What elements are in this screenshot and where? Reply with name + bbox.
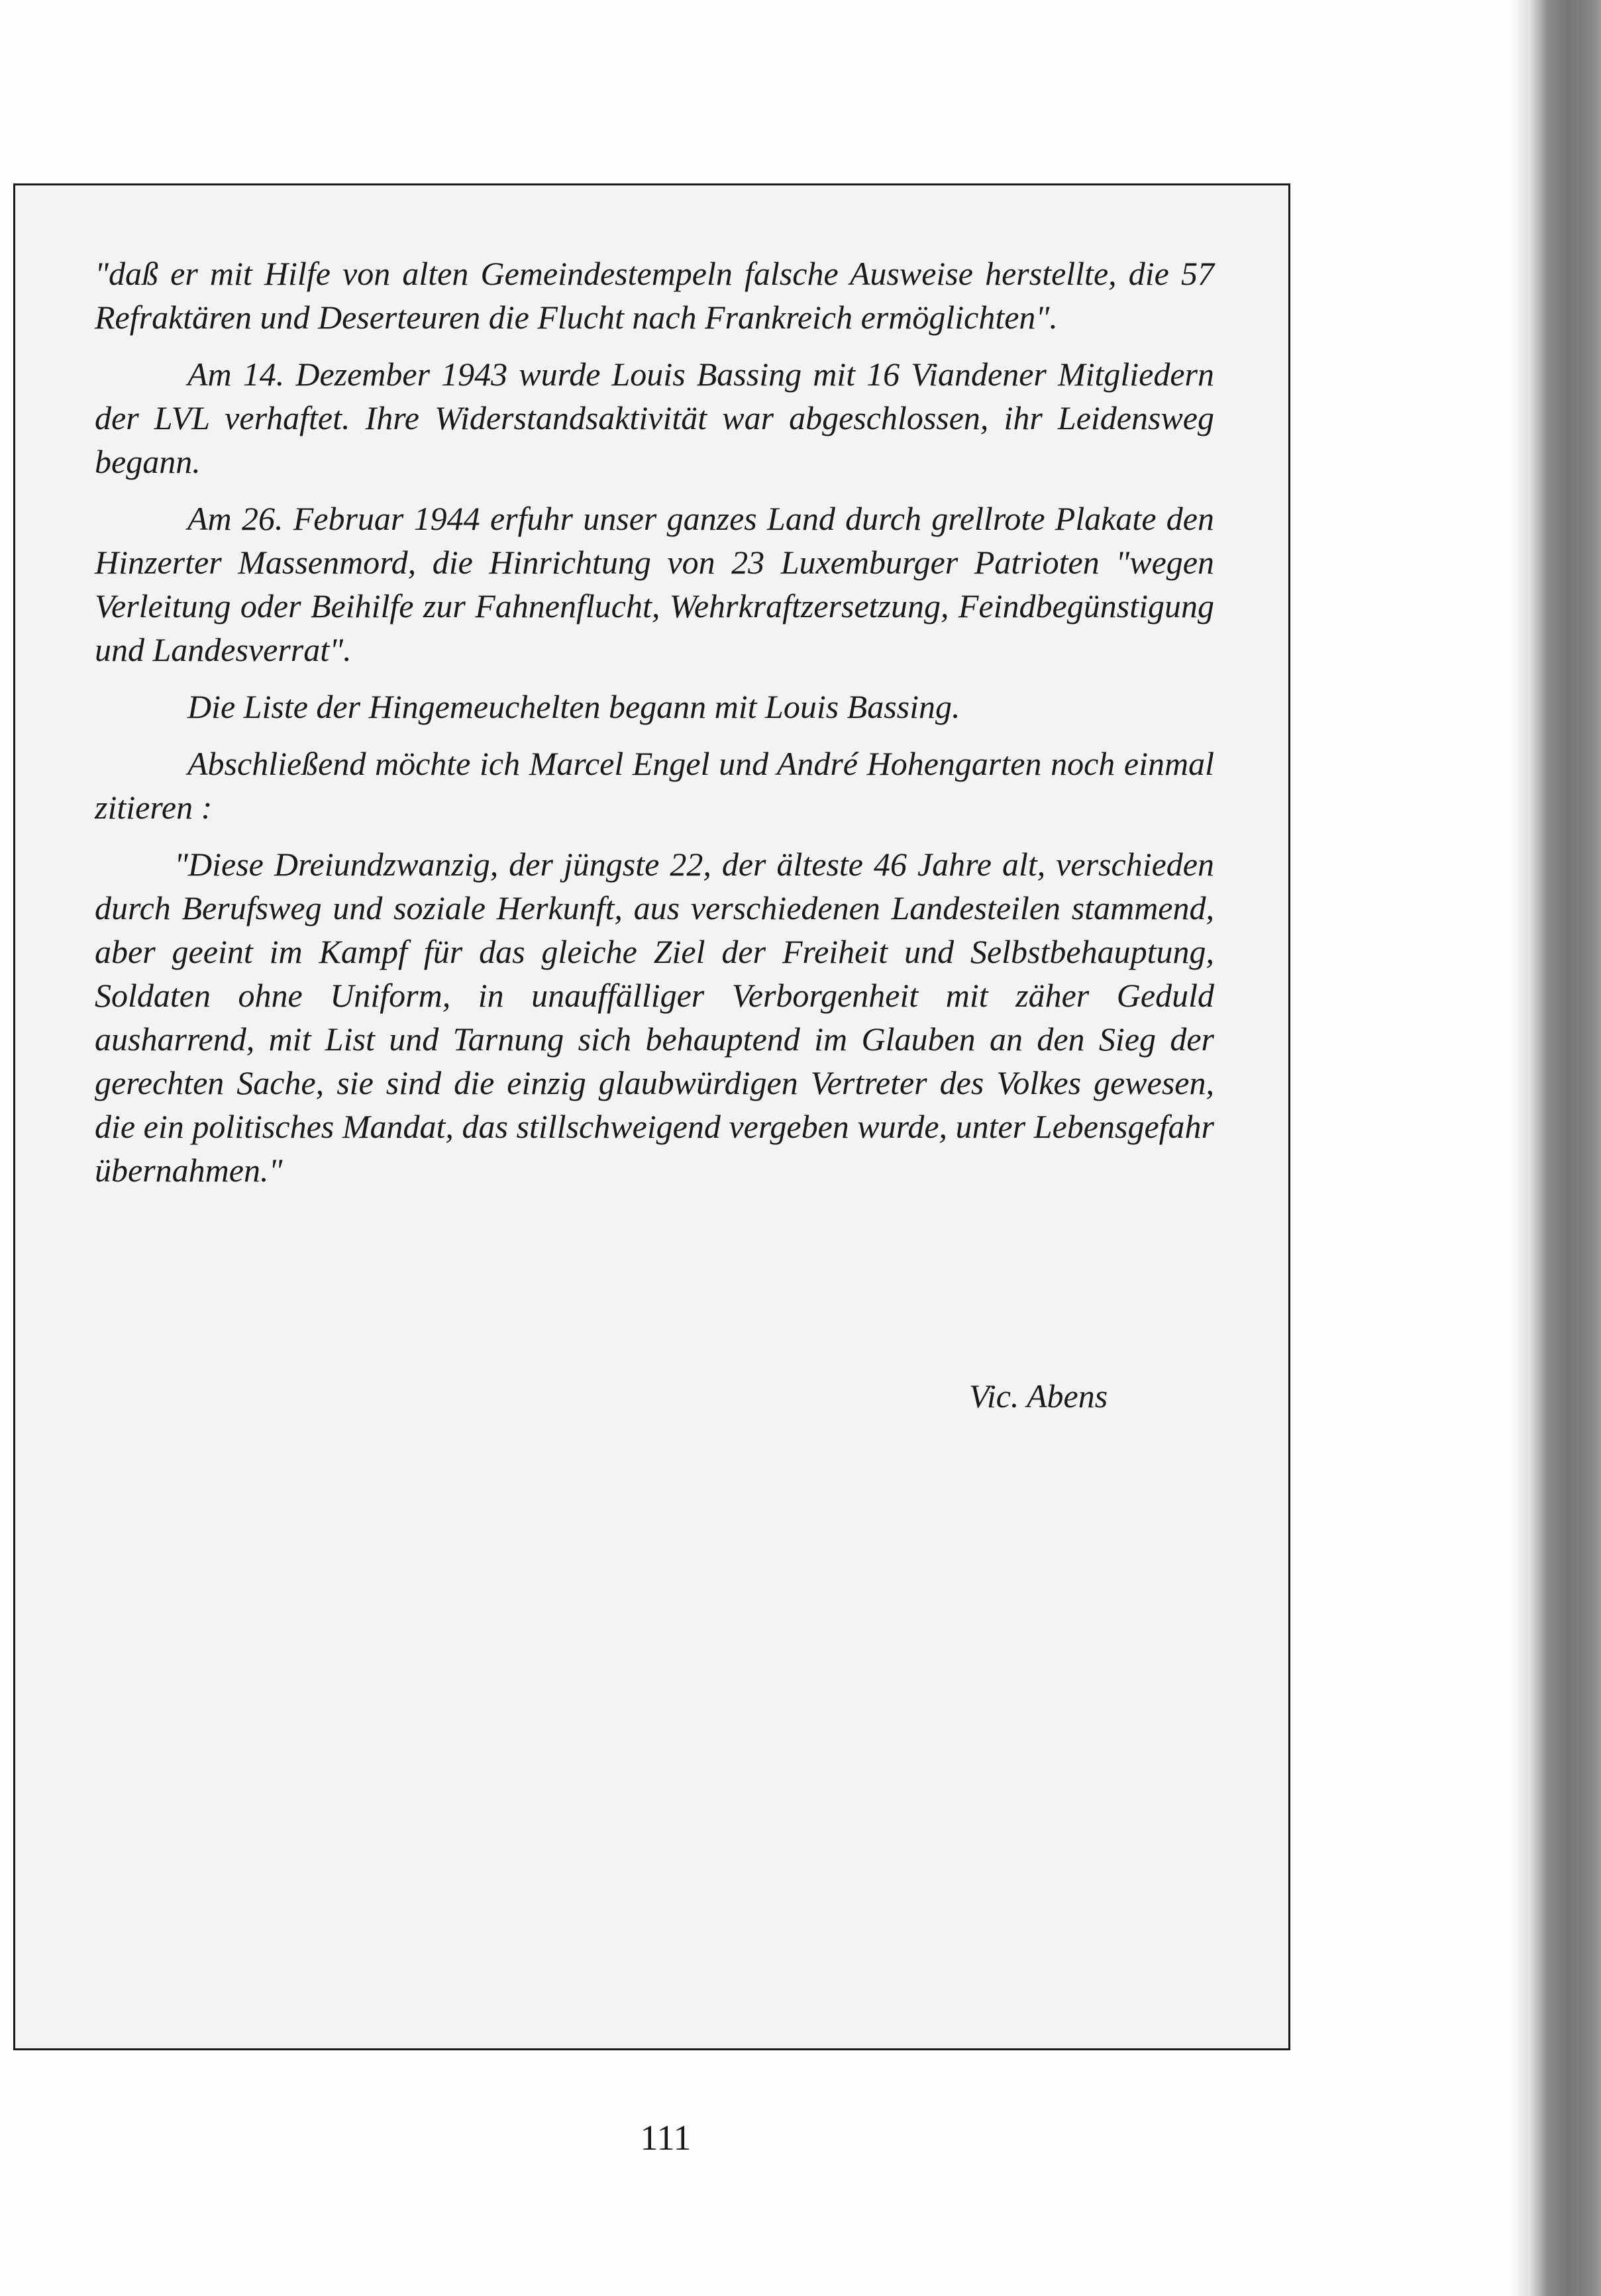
paragraph-1: "daß er mit Hilfe von alten Gemeindestempeln falsche Ausweise herstellte, die 57 Refraktären und Deserteuren die Flucht nach Frankreich ermöglichten". (95, 255, 1214, 336)
page-edge-shadow (1510, 0, 1528, 2296)
page-number: 111 (640, 2118, 692, 2158)
text-frame (13, 183, 1290, 2050)
paragraph-4: Die Liste der Hingemeuchelten begann mit Louis Bassing. (187, 688, 960, 725)
paragraph-2: Am 14. Dezember 1943 wurde Louis Bassing mit 16 Viandener Mitgliedern der LVL verhaftet. Ihre Widerstandsaktivität war abgeschlossen, ihr Leidensweg begann. (95, 356, 1214, 480)
author-signature: Vic. Abens (969, 1377, 1108, 1415)
book-gutter (1528, 0, 1601, 2296)
body-text (95, 252, 1214, 1205)
paragraph-3: Am 26. Februar 1944 erfuhr unser ganzes Land durch grellrote Plakate den Hinzerter Massenmord, die Hinrichtung von 23 Luxemburger Patrioten "wegen Verleitung oder Beihilfe zur Fahnenflucht, Wehrkraftzersetzung, Feindbegünstigung und Landesverrat". (95, 500, 1214, 668)
quotation-paragraph: "Diese Dreiundzwanzig, der jüngste 22, der älteste 46 Jahre alt, verschieden durch Berufsweg und soziale Herkunft, aus verschiedenen Landesteilen stammend, aber geeint im Kampf für das gleiche Ziel der Freiheit und Selbstbehauptung, Soldaten ohne Uniform, in unauffälliger Verborgenheit mit zäher Geduld ausharrend, mit List und Tarnung sich behauptend im Glauben an den Sieg der gerechten Sache, sie sind die einzig glaubwürdigen Vertreter des Volkes gewesen, die ein politisches Mandat, das stillschweigend vergeben wurde, unter Lebensgefahr übernahmen." (95, 846, 1214, 1189)
paragraph-5: Abschließend möchte ich Marcel Engel und André Hohengarten noch einmal zitieren : (95, 745, 1214, 826)
